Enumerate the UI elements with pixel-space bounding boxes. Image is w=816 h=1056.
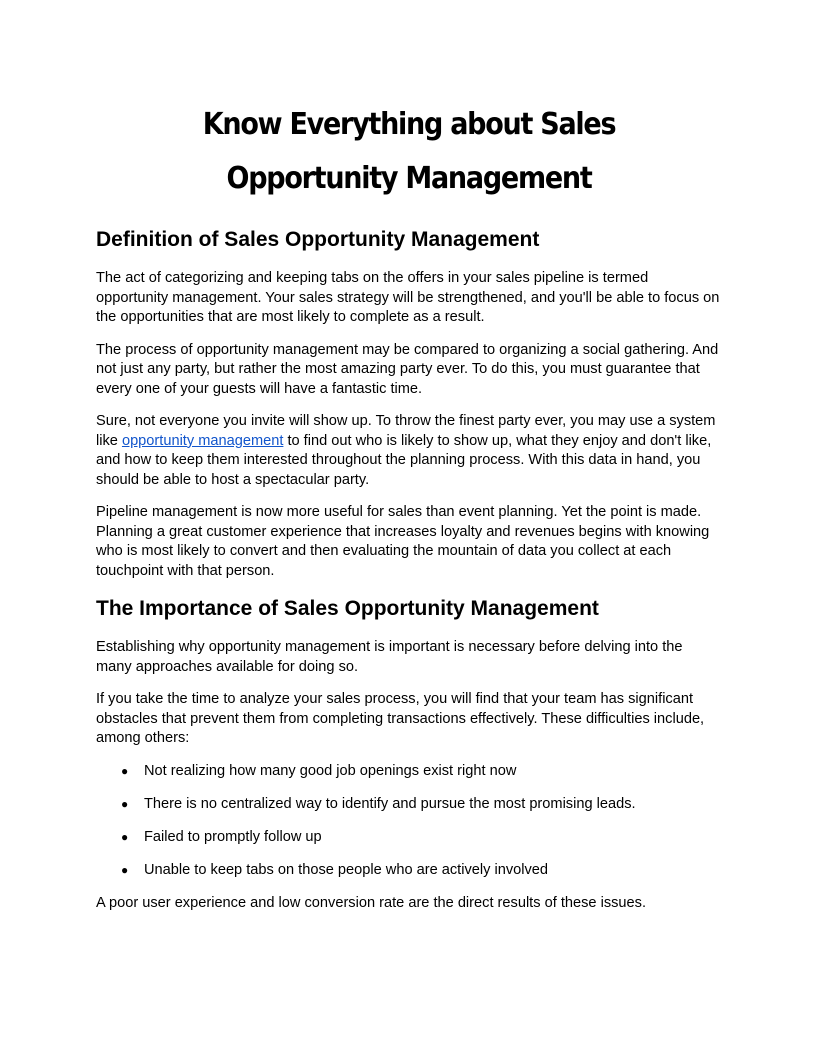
list-item <box>96 828 722 848</box>
list-item-text: Not realizing how many good job openings exist right now <box>144 763 517 779</box>
list-item-text: There is no centralized way to identify and pursue the most promising leads. <box>144 796 636 812</box>
list-item-text: Failed to promptly follow up <box>144 829 322 845</box>
bullet-list <box>96 762 722 881</box>
list-item <box>96 795 722 815</box>
paragraph-with-link <box>96 412 722 490</box>
bullet-icon: ● <box>121 830 129 844</box>
opportunity-management-link[interactable]: opportunity management <box>121 432 284 449</box>
paragraph-text: to find out who is likely to show up, what they enjoy and don't like, and how to keep them interested throughout the planning process. With this data in hand, you should be able to host a spectacular party. <box>96 432 712 488</box>
paragraph: The act of categorizing and keeping tabs on the offers in your sales pipeline is termed opportunity management. Your sales strategy will be strengthened, and you'll be able to focus on the opportunities that are most likely to complete as a result. <box>96 270 720 325</box>
paragraph: Pipeline management is now more useful for sales than event planning. Yet the point is made. Planning a great customer experience that increases loyalty and revenues begins with knowing who is most likely to convert and then evaluating the mountain of data you collect at each touchpoint with that person. <box>96 504 710 579</box>
bullet-icon: ● <box>121 764 129 778</box>
list-item-text: Unable to keep tabs on those people who are actively involved <box>144 862 549 878</box>
document-page <box>96 98 722 913</box>
bullet-icon: ● <box>121 863 129 877</box>
paragraph-text: Sure, not everyone you invite will show up. To throw the finest party ever, you may use a system like <box>96 413 716 449</box>
list-item <box>96 861 722 881</box>
paragraph: If you take the time to analyze your sales process, you will find that your team has significant obstacles that prevent them from completing transactions effectively. These difficulties include, among others: <box>96 691 705 746</box>
paragraph: Establishing why opportunity management is important is necessary before delving into the many approaches available for doing so. <box>96 639 683 675</box>
section-heading-definition: Definition of Sales Opportunity Management <box>96 228 540 251</box>
paragraph: A poor user experience and low conversion rate are the direct results of these issues. <box>96 894 646 911</box>
list-item <box>96 762 722 782</box>
page-title: Know Everything about Sales Opportunity Management <box>202 107 616 196</box>
bullet-icon: ● <box>121 797 129 811</box>
section-heading-importance: The Importance of Sales Opportunity Management <box>96 597 599 620</box>
paragraph: The process of opportunity management may be compared to organizing a social gathering. And not just any party, but rather the most amazing party ever. To do this, you must guarantee that every one of your guests will have a fantastic time. <box>96 341 719 397</box>
